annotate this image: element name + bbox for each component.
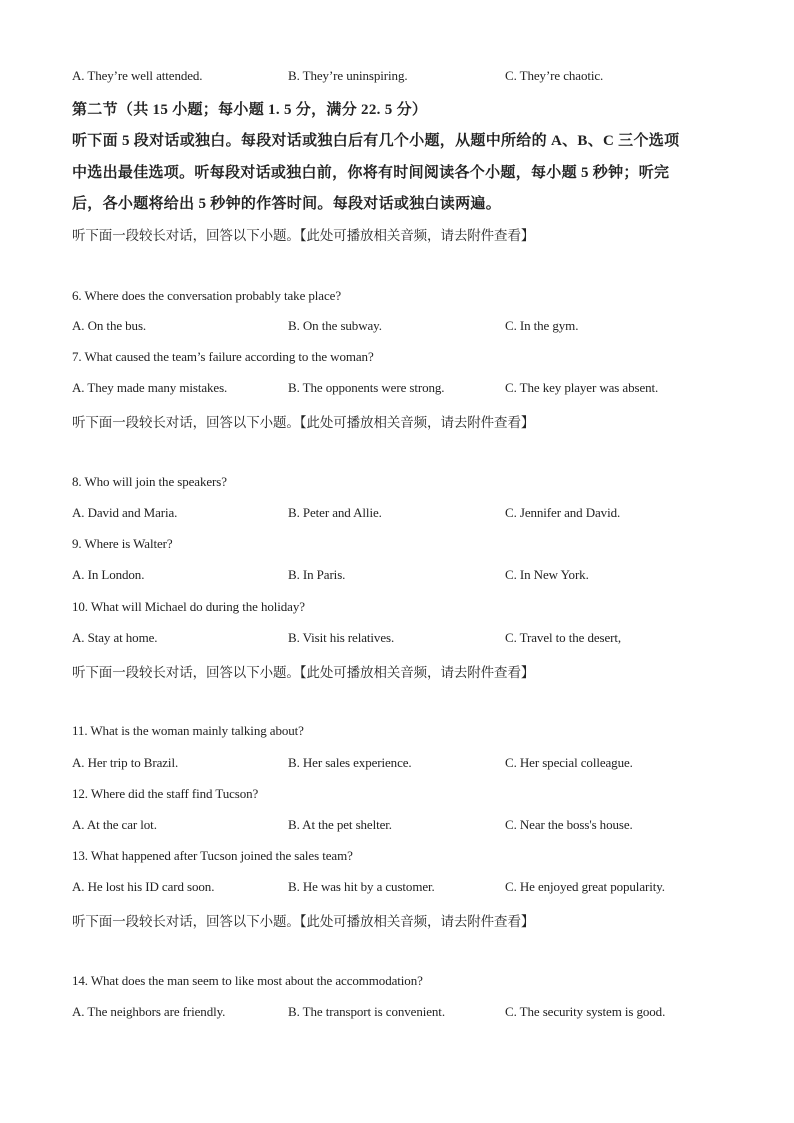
audio-note: 听下面一段较长对话，回答以下小题。【此处可播放相关音频，请去附件查看】 <box>72 914 535 929</box>
option-c: C. In New York. <box>505 567 589 582</box>
audio-note: 听下面一段较长对话，回答以下小题。【此处可播放相关音频，请去附件查看】 <box>72 228 535 243</box>
question-11: 11. What is the woman mainly talking about? <box>72 723 304 738</box>
question-6: 6. Where does the conversation probably take place? <box>72 288 341 303</box>
section-instruction-3: 后，各小题将给出 5 秒钟的作答时间。每段对话或独白读两遍。 <box>72 196 502 212</box>
option-a: A. The neighbors are friendly. <box>72 1004 226 1019</box>
option-c: C. In the gym. <box>505 318 579 333</box>
option-a: A. They’re well attended. <box>72 68 203 83</box>
option-a: A. David and Maria. <box>72 505 178 520</box>
option-c: C. The security system is good. <box>505 1004 666 1019</box>
option-b: B. They’re uninspiring. <box>288 68 408 83</box>
option-a: A. Her trip to Brazil. <box>72 755 179 770</box>
option-a: A. Stay at home. <box>72 630 158 645</box>
option-b: B. Peter and Allie. <box>288 505 382 520</box>
question-9: 9. Where is Walter? <box>72 536 173 551</box>
option-b: B. The transport is convenient. <box>288 1004 445 1019</box>
option-c: C. Jennifer and David. <box>505 505 621 520</box>
question-13-options <box>72 879 732 897</box>
section-heading: 第二节（共 15 小题；每小题 1. 5 分，满分 22. 5 分） <box>72 102 428 118</box>
option-b: B. In Paris. <box>288 567 346 582</box>
option-a: A. He lost his ID card soon. <box>72 879 215 894</box>
option-a: A. On the bus. <box>72 318 147 333</box>
question-8-options <box>72 505 732 523</box>
question-12-options <box>72 817 732 835</box>
option-c: C. They’re chaotic. <box>505 68 604 83</box>
question-6-options <box>72 318 732 336</box>
question-10: 10. What will Michael do during the holiday? <box>72 599 305 614</box>
option-b: B. The opponents were strong. <box>288 380 445 395</box>
option-c: C. The key player was absent. <box>505 380 659 395</box>
option-a: A. In London. <box>72 567 145 582</box>
option-b: B. At the pet shelter. <box>288 817 392 832</box>
question-14: 14. What does the man seem to like most about the accommodation? <box>72 973 423 988</box>
audio-note: 听下面一段较长对话，回答以下小题。【此处可播放相关音频，请去附件查看】 <box>72 665 535 680</box>
option-a: A. They made many mistakes. <box>72 380 228 395</box>
audio-note: 听下面一段较长对话，回答以下小题。【此处可播放相关音频，请去附件查看】 <box>72 415 535 430</box>
section-instruction-1: 听下面 5 段对话或独白。每段对话或独白后有几个小题，从题中所给的 A、B、C 三个选项 <box>72 133 680 149</box>
question-7: 7. What caused the team’s failure according to the woman? <box>72 349 374 364</box>
option-b: B. Visit his relatives. <box>288 630 395 645</box>
option-b: B. On the subway. <box>288 318 382 333</box>
q5-options <box>72 68 732 86</box>
question-8: 8. Who will join the speakers? <box>72 474 227 489</box>
option-c: C. He enjoyed great popularity. <box>505 879 665 894</box>
option-a: A. At the car lot. <box>72 817 157 832</box>
question-11-options <box>72 755 732 773</box>
question-10-options <box>72 630 732 648</box>
question-12: 12. Where did the staff find Tucson? <box>72 786 259 801</box>
section-instruction-2: 中选出最佳选项。听每段对话或独白前，你将有时间阅读各个小题，每小题 5 秒钟；听完 <box>72 165 670 181</box>
option-b: B. He was hit by a customer. <box>288 879 435 894</box>
option-c: C. Travel to the desert, <box>505 630 622 645</box>
option-c: C. Her special colleague. <box>505 755 633 770</box>
question-9-options <box>72 567 732 585</box>
question-14-options <box>72 1004 732 1022</box>
option-c: C. Near the boss's house. <box>505 817 633 832</box>
question-13: 13. What happened after Tucson joined the sales team? <box>72 848 353 863</box>
option-b: B. Her sales experience. <box>288 755 412 770</box>
question-7-options <box>72 380 732 398</box>
